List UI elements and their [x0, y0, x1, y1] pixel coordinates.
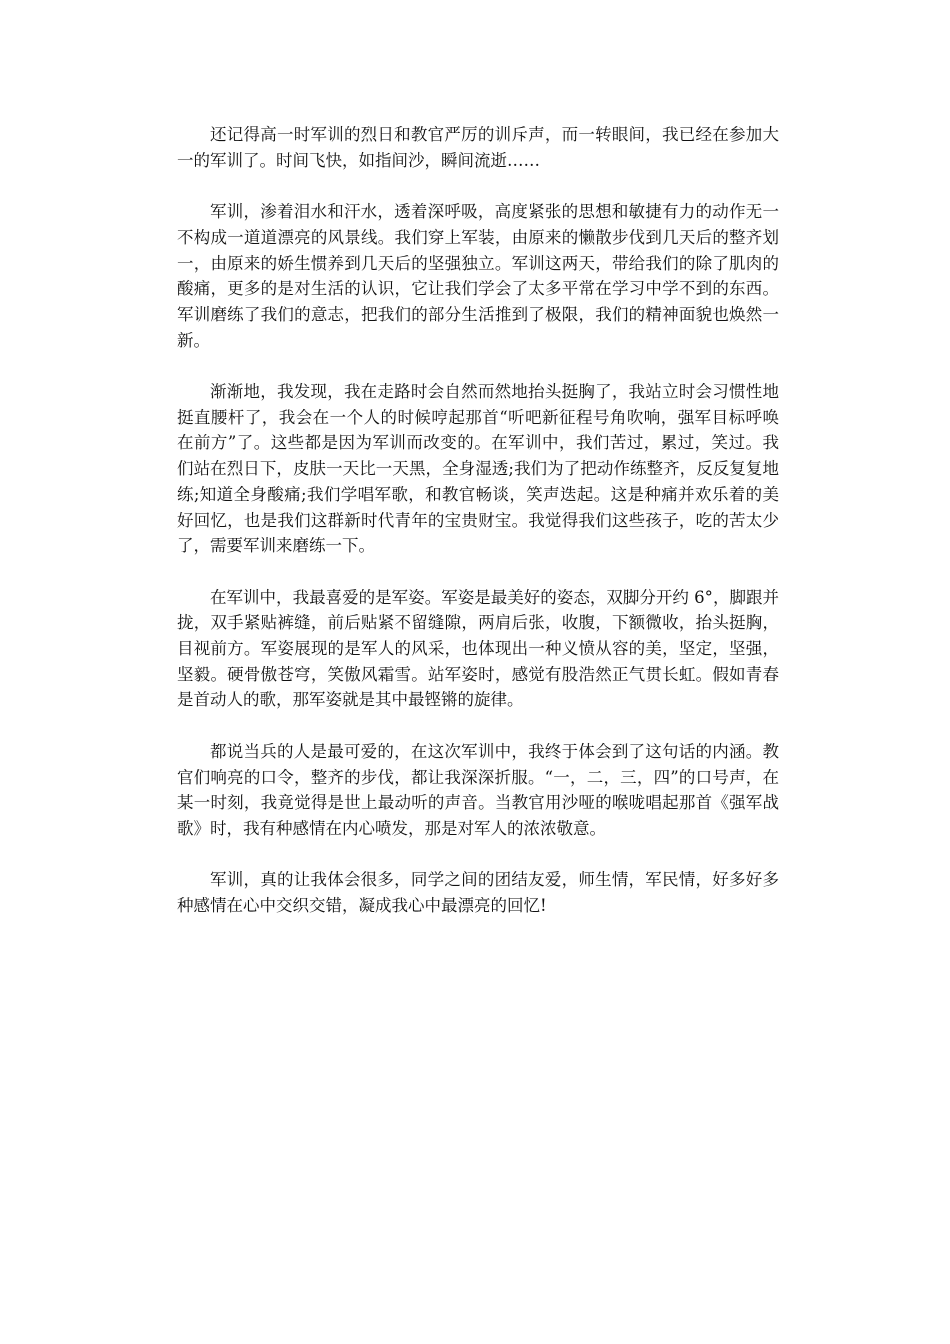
- paragraph-4: 在军训中，我最喜爱的是军姿。军姿是最美好的姿态，双脚分开约 6°，脚跟并拢，双手紧贴裤缝，前后贴紧不留缝隙，两肩后张，收腹，下额微收，抬头挺胸，目视前方。军姿展现的是军人的风采，也体现出一种义愤从容的美，坚定，坚强，坚毅。硬骨傲苍穹，笑傲风霜雪。站军姿时，感觉有股浩然正气贯长虹。假如青春是首动人的歌，那军姿就是其中最铿锵的旋律。: [177, 587, 779, 710]
- paragraph-1: 还记得高一时军训的烈日和教官严厉的训斥声，而一转眼间，我已经在参加大一的军训了。时间飞快，如指间沙，瞬间流逝……: [177, 125, 779, 170]
- paragraph-3: 渐渐地，我发现，我在走路时会自然而然地抬头挺胸了，我站立时会习惯性地挺直腰杆了，我会在一个人的时候哼起那首“听吧新征程号角吹响，强军目标呼唤在前方”了。这些都是因为军训而改变的。在军训中，我们苦过，累过，笑过。我们站在烈日下，皮肤一天比一天黑，全身湿透;我们为了把动作练整齐，反反复复地练;知道全身酸痛;我们学唱军歌，和教官畅谈，笑声迭起。这是种痛并欢乐着的美好回忆，也是我们这群新时代青年的宝贵财宝。我觉得我们这些孩子，吃的苦太少了，需要军训来磨练一下。: [177, 382, 779, 556]
- paragraph-2: 军训，渗着泪水和汗水，透着深呼吸，高度紧张的思想和敏捷有力的动作无一不构成一道道漂亮的风景线。我们穿上军装，由原来的懒散步伐到几天后的整齐划一，由原来的娇生惯养到几天后的坚强独立。军训这两天，带给我们的除了肌肉的酸痛，更多的是对生活的认识，它让我们学会了太多平常在学习中学不到的东西。军训磨练了我们的意志，把我们的部分生活推到了极限，我们的精神面貌也焕然一新。: [177, 202, 779, 350]
- paragraph-6: 军训，真的让我体会很多，同学之间的团结友爱，师生情，军民情，好多好多种感情在心中交织交错，凝成我心中最漂亮的回忆!: [177, 870, 779, 916]
- document-body: [177, 122, 779, 919]
- paragraph-5: 都说当兵的人是最可爱的，在这次军训中，我终于体会到了这句话的内涵。教官们响亮的口令，整齐的步伐，都让我深深折服。“一，二，三，四”的口号声，在某一时刻，我竟觉得是世上最动听的声音。当教官用沙哑的喉咙唱起那首《强军战歌》时，我有种感情在内心喷发，那是对军人的浓浓敬意。: [177, 741, 779, 838]
